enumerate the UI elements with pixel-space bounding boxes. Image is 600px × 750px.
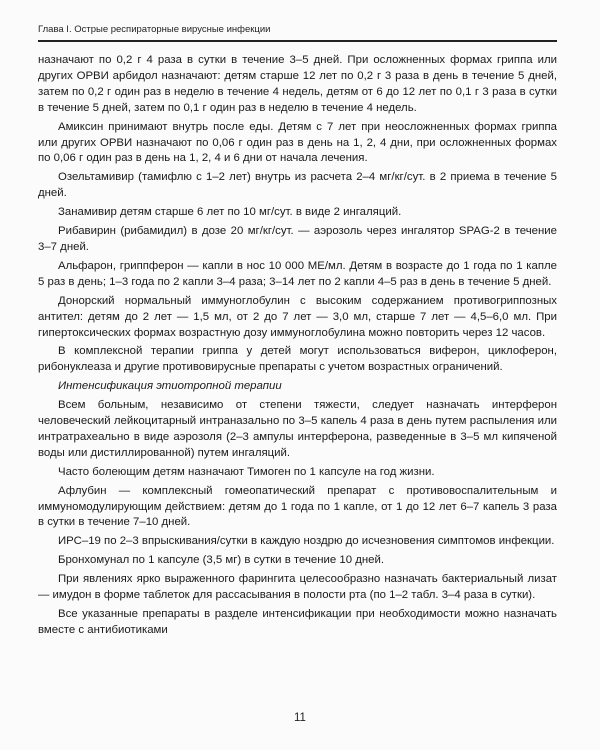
running-header: Глава I. Острые респираторные вирусные инфекции [38,22,557,42]
paragraph-complex-therapy: В комплексной терапии гриппа у детей могут использоваться виферон, циклоферон, рибонуклеаза и другие противовирусные препараты с учетом возрастных ограничений. [38,345,557,374]
page-body [38,53,557,642]
paragraph-antibiotics-note: Все указанные препараты в разделе интенсификации при необходимости можно назначать вместе с антибиотиками [38,608,557,636]
paragraph-irs19: ИРС–19 по 2–3 впрыскивания/сутки в каждую ноздрю до исчезновения симптомов инфекции. [58,535,555,548]
paragraph-immunoglobulin: Донорский нормальный иммуноглобулин с высоким содержанием противогриппозных антител: детям до 2 лет — 1,5 мл, от 2 до 7 лет — 3,0 мл, старше 7 лет — 4,5–6,0 мл. При гипертоксических формах возрастную дозу иммуноглобулина можно повторить через 12 часов. [38,294,557,339]
paragraph-interferon: Всем больным, независимо от степени тяжести, следует назначать интерферон человеческий лейкоцитарный интраназально по 3–5 капель 4 раза в день путем распыления или интратрахеально в виде аэрозоля (2–3 ампулы интерферона, разведенные в 3–5 мл кипяченой воды или дистиллированной) путем ингаляций. [38,399,557,459]
paragraph-timogen: Часто болеющим детям назначают Тимоген по 1 капсуле на год жизни. [58,465,435,478]
paragraph-imudon: При явлениях ярко выраженного фарингита целесообразно назначать бактериальный лизат — имудон в форме таблеток для рассасывания в полости рта (по 1–2 табл. 3–4 раза в сутки). [38,573,557,602]
paragraph-aflubin: Афлубин — комплексный гомеопатический препарат с противовоспалительным и иммуномодулирующим действием: детям до 1 года по 1 капле, от 1 до 12 лет 6–7 капель 3 раза в сутки в течение 7–10 дней. [38,484,557,529]
paragraph-ribavirin: Рибавирин (рибамидил) в дозе 20 мг/кг/сут. — аэрозоль через ингалятор SPAG-2 в течение 3–7 дней. [38,225,557,253]
paragraph-zanamivir: Занамивир детям старше 6 лет по 10 мг/сут. в виде 2 ингаляций. [58,206,402,219]
section-subheading: Интенсификация этиотропной терапии [58,380,282,393]
paragraph-alfaron: Альфарон, гриппферон — капли в нос 10 000 МЕ/мл. Детям в возрасте до 1 года по 1 капле 5 раз в день; 1–3 года по 2 капли 3–4 раза; 3–14 лет по 2 капли 4–5 раз в день в течение 5 дней. [38,259,557,288]
paragraph-bronchomunal: Бронхомунал по 1 капсуле (3,5 мг) в сутки в течение 10 дней. [58,554,385,567]
paragraph-arbidol-continued: назначают по 0,2 г 4 раза в сутки в течение 3–5 дней. При осложненных формах гриппа или других ОРВИ арбидол назначают: детям старше 12 лет по 0,2 г 3 раза в день в течение 5 дней, затем по 0,2 г один раз в неделю в течение 4 недель, детям от 6 до 12 лет по 0,1 г 3 раза в сутки в течение 5 дней, затем по 0,1 г один раз в неделю в течение 4 недель. [38,54,557,114]
paragraph-amiksin: Амиксин принимают внутрь после еды. Детям с 7 лет при неосложненных формах гриппа или других ОРВИ назначают по 0,06 г один раз в день на 1, 2, 4 дни, при осложненных формах по 0,06 г один раз в день на 1, 2, 4 и 6 дни от начала лечения. [38,120,557,165]
page-number: 11 [294,712,306,724]
paragraph-oseltamivir: Озельтамивир (тамифлю с 1–2 лет) внутрь из расчета 2–4 мг/кг/сут. в 2 приема в течение 5 дней. [38,171,557,200]
